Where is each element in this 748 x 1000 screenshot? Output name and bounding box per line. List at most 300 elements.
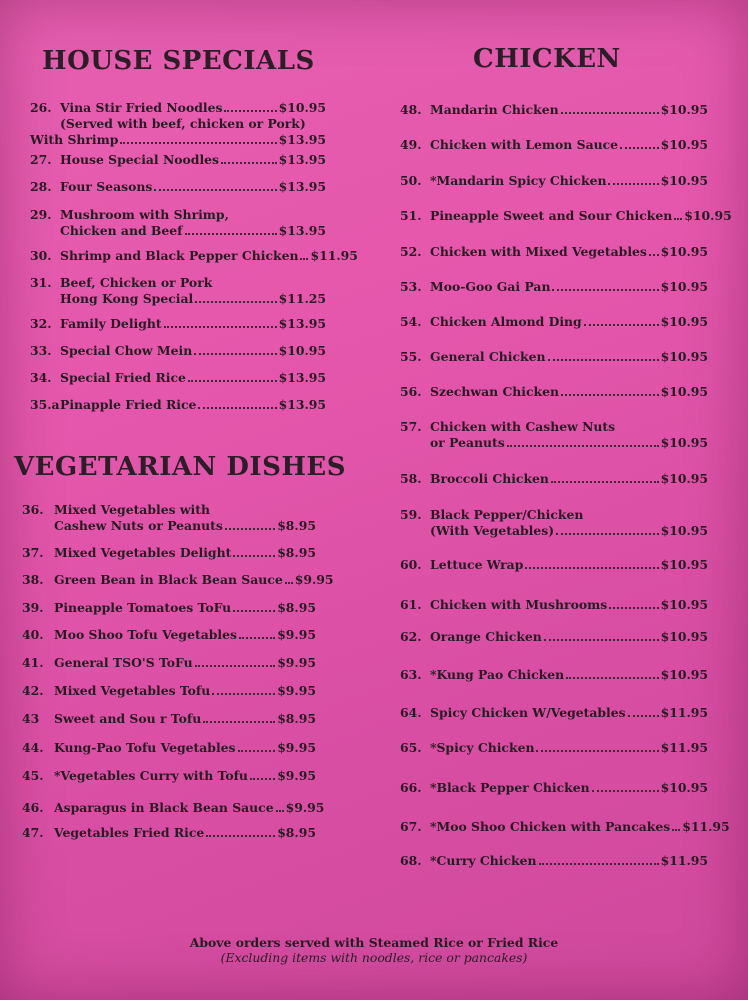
item-body	[430, 853, 708, 869]
dot-leader	[206, 835, 275, 837]
item-body	[54, 502, 316, 534]
item-line	[54, 711, 316, 727]
item-name: Four Seasons	[60, 179, 153, 194]
menu-item	[22, 711, 316, 727]
menu-item	[400, 740, 708, 756]
dot-leader	[539, 863, 659, 865]
item-body	[60, 179, 326, 195]
item-number: 62.	[400, 629, 422, 644]
item-number: 50.	[400, 173, 422, 188]
item-number: 41.	[22, 655, 44, 670]
item-name: Mixed Vegetables Tofu	[54, 683, 211, 698]
item-line	[54, 545, 316, 561]
menu-item	[400, 667, 708, 683]
item-body	[430, 819, 730, 835]
item-variant: With Shrimp	[30, 132, 119, 147]
item-body	[430, 629, 708, 645]
item-number: 59.	[400, 507, 422, 522]
item-price: $9.95	[294, 572, 334, 587]
dot-leader	[552, 289, 658, 291]
item-line	[430, 557, 708, 573]
item-price: $13.95	[278, 370, 326, 385]
item-number: 42.	[22, 683, 44, 698]
item-body	[430, 173, 708, 189]
item-name: Special Chow Mein	[60, 343, 193, 358]
item-price: $13.95	[278, 397, 326, 412]
item-line	[60, 275, 326, 291]
item-line	[430, 780, 708, 796]
item-price: $8.95	[277, 711, 316, 726]
dot-leader	[238, 750, 276, 752]
item-line	[430, 419, 708, 435]
menu-item	[22, 502, 316, 534]
item-body	[54, 800, 325, 816]
item-line	[60, 248, 358, 264]
dot-leader	[566, 677, 658, 679]
dot-leader	[672, 829, 680, 831]
item-line	[54, 740, 316, 756]
item-body	[60, 275, 326, 307]
item-body	[430, 667, 708, 683]
item-name: Chicken with Mushrooms	[430, 597, 608, 612]
menu-item	[22, 800, 325, 816]
dot-leader	[628, 715, 659, 717]
item-body	[54, 711, 316, 727]
item-name: Szechwan Chicken	[430, 384, 560, 399]
item-line	[430, 102, 708, 118]
item-name: Chicken with Mixed Vegetables	[430, 244, 647, 259]
item-price: $10.95	[660, 173, 708, 188]
house-specials-heading: HOUSE SPECIALS	[42, 46, 315, 76]
item-name: Cashew Nuts or Peanuts	[54, 518, 223, 533]
item-price: $10.95	[660, 435, 708, 450]
dot-leader	[609, 607, 658, 609]
item-number: 68.	[400, 853, 422, 868]
item-line	[54, 768, 316, 784]
item-name: Lettuce Wrap	[430, 557, 524, 572]
item-name: (With Vegetables)	[430, 523, 555, 538]
item-body	[54, 683, 316, 699]
dot-leader	[221, 162, 277, 164]
footer-note	[0, 935, 748, 965]
item-body	[54, 600, 316, 616]
item-line	[430, 705, 708, 721]
item-name: General Chicken	[430, 349, 546, 364]
item-line	[430, 244, 708, 260]
menu-item	[400, 208, 732, 224]
item-number: 52.	[400, 244, 422, 259]
item-number: 40.	[22, 627, 44, 642]
item-name: Sweet and Sou r Tofu	[54, 711, 202, 726]
dot-leader	[276, 810, 284, 812]
item-price: $9.95	[277, 683, 316, 698]
menu-item	[400, 507, 708, 539]
item-number: 61.	[400, 597, 422, 612]
item-name: Mushroom with Shrimp,	[60, 207, 229, 222]
item-line	[54, 655, 316, 671]
item-line	[430, 279, 708, 295]
dot-leader	[120, 142, 276, 144]
item-line	[430, 314, 708, 330]
item-number: 32.	[30, 316, 52, 331]
item-name: Chicken with Lemon Sauce	[430, 137, 619, 152]
footer-line-1: Above orders served with Steamed Rice or Fried Rice	[189, 935, 559, 950]
item-body	[60, 248, 358, 264]
item-number: 33.	[30, 343, 52, 358]
dot-leader	[674, 218, 682, 220]
dot-leader	[195, 301, 276, 303]
dot-leader	[195, 665, 276, 667]
item-number: 27.	[30, 152, 52, 167]
item-name: *Vegetables Curry with Tofu	[54, 768, 248, 783]
item-line	[430, 507, 708, 523]
item-body	[430, 208, 732, 224]
item-line	[54, 800, 325, 816]
item-body	[430, 705, 708, 721]
item-number: 29.	[30, 207, 52, 222]
item-body	[54, 825, 316, 841]
item-line	[430, 853, 708, 869]
item-name: Spicy Chicken W/Vegetables	[430, 705, 626, 720]
item-body	[54, 627, 316, 643]
item-body	[54, 572, 334, 588]
item-number: 44.	[22, 740, 44, 755]
item-name: Moo Shoo Tofu Vegetables	[54, 627, 237, 642]
item-number: 57.	[400, 419, 422, 434]
item-price: $8.95	[277, 600, 316, 615]
item-line	[30, 132, 326, 148]
item-price-variant: $13.95	[278, 132, 326, 147]
item-line	[54, 600, 316, 616]
dot-leader	[507, 445, 659, 447]
item-name: Pineapple Sweet and Sour Chicken	[430, 208, 673, 223]
dot-leader	[300, 258, 308, 260]
dot-leader	[536, 750, 658, 752]
dot-leader	[556, 533, 659, 535]
dot-leader	[551, 481, 659, 483]
item-number: 38.	[22, 572, 44, 587]
dot-leader	[233, 610, 275, 612]
menu-item	[30, 100, 326, 148]
dot-leader	[649, 254, 659, 256]
item-price: $11.95	[660, 705, 708, 720]
item-name: Pinapple Fried Rice	[60, 397, 197, 412]
item-line	[60, 397, 326, 413]
item-body	[430, 471, 708, 487]
item-name: Vina Stir Fried Noodles	[60, 100, 223, 115]
item-body	[60, 370, 326, 386]
item-name: Mixed Vegetables Delight	[54, 545, 232, 560]
item-name: Hong Kong Special	[60, 291, 194, 306]
item-price: $8.95	[277, 545, 316, 560]
item-line	[430, 435, 708, 451]
item-name: Family Delight	[60, 316, 162, 331]
item-name: Chicken Almond Ding	[430, 314, 582, 329]
item-body	[60, 152, 326, 168]
menu-item	[400, 471, 708, 487]
item-price: $10.95	[660, 597, 708, 612]
item-number: 43	[22, 711, 40, 726]
menu-item	[400, 705, 708, 721]
item-price: $11.95	[660, 853, 708, 868]
item-number: 55.	[400, 349, 422, 364]
menu-item	[30, 207, 326, 239]
dot-leader	[608, 183, 658, 185]
item-name: *Curry Chicken	[430, 853, 537, 868]
menu-item	[400, 349, 708, 365]
dot-leader	[561, 112, 659, 114]
item-body	[54, 768, 316, 784]
item-body	[430, 349, 708, 365]
menu-item	[22, 655, 316, 671]
dot-leader	[285, 582, 293, 584]
item-line	[60, 291, 326, 307]
menu-item	[400, 557, 708, 573]
dot-leader	[203, 721, 275, 723]
item-line	[60, 316, 326, 332]
item-name: Green Bean in Black Bean Sauce	[54, 572, 283, 587]
item-line	[54, 518, 316, 534]
item-price: $13.95	[278, 179, 326, 194]
item-price: $9.95	[277, 655, 316, 670]
vegetarian-heading: VEGETARIAN DISHES	[14, 452, 347, 482]
item-name: Vegetables Fried Rice	[54, 825, 205, 840]
item-line	[430, 137, 708, 153]
item-price: $10.95	[660, 102, 708, 117]
item-price: $10.95	[660, 137, 708, 152]
item-name: Broccoli Chicken	[430, 471, 549, 486]
item-body	[430, 780, 708, 796]
dot-leader	[544, 639, 659, 641]
menu-item	[30, 248, 358, 264]
item-number: 34.	[30, 370, 52, 385]
item-number: 66.	[400, 780, 422, 795]
item-price: $11.95	[660, 740, 708, 755]
item-body	[54, 655, 316, 671]
item-number: 39.	[22, 600, 44, 615]
item-number: 58.	[400, 471, 422, 486]
item-line	[54, 825, 316, 841]
item-price: $10.95	[278, 343, 326, 358]
item-line	[60, 223, 326, 239]
item-body	[60, 343, 326, 359]
item-body	[54, 545, 316, 561]
item-number: 51.	[400, 208, 422, 223]
item-name: Shrimp and Black Pepper Chicken	[60, 248, 299, 263]
item-number: 65.	[400, 740, 422, 755]
item-price: $10.95	[660, 279, 708, 294]
chicken-heading: CHICKEN	[473, 44, 621, 74]
item-line	[430, 384, 708, 400]
item-name: *Black Pepper Chicken	[430, 780, 590, 795]
menu-item	[30, 275, 326, 307]
item-price: $10.95	[660, 349, 708, 364]
item-line	[430, 471, 708, 487]
dot-leader	[185, 233, 277, 235]
item-line	[430, 349, 708, 365]
item-line	[430, 597, 708, 613]
item-price: $13.95	[278, 316, 326, 331]
item-line	[54, 683, 316, 699]
item-price: $11.95	[310, 248, 358, 263]
item-price: $11.95	[682, 819, 730, 834]
item-line	[430, 173, 708, 189]
item-body	[54, 740, 316, 756]
item-line	[430, 523, 708, 539]
item-number: 26.	[30, 100, 52, 115]
menu-item	[400, 314, 708, 330]
item-price: $10.95	[278, 100, 326, 115]
item-line	[60, 343, 326, 359]
item-body	[430, 740, 708, 756]
item-line	[60, 370, 326, 386]
item-price: $8.95	[277, 518, 316, 533]
item-number: 48.	[400, 102, 422, 117]
item-number: 67.	[400, 819, 422, 834]
item-name: *Mandarin Spicy Chicken	[430, 173, 607, 188]
item-line	[430, 667, 708, 683]
item-price: $10.95	[660, 384, 708, 399]
item-name: *Moo Shoo Chicken with Pancakes	[430, 819, 671, 834]
item-number: 49.	[400, 137, 422, 152]
item-name: Kung-Pao Tofu Vegetables	[54, 740, 236, 755]
item-name: House Special Noodles	[60, 152, 220, 167]
menu-item	[400, 173, 708, 189]
item-line	[430, 629, 708, 645]
item-number: 28.	[30, 179, 52, 194]
item-line	[430, 208, 732, 224]
dot-leader	[188, 380, 277, 382]
item-price: $10.95	[660, 523, 708, 538]
item-price: $10.95	[660, 471, 708, 486]
item-number: 45.	[22, 768, 44, 783]
item-number: 47.	[22, 825, 44, 840]
item-body	[430, 244, 708, 260]
item-number: 63.	[400, 667, 422, 682]
item-name: *Spicy Chicken	[430, 740, 535, 755]
item-name: General TSO'S ToFu	[54, 655, 193, 670]
item-name: Pineapple Tomatoes ToFu	[54, 600, 232, 615]
item-number: 64.	[400, 705, 422, 720]
item-price: $10.95	[660, 557, 708, 572]
item-price: $9.95	[277, 768, 316, 783]
item-price: $10.95	[684, 208, 732, 223]
item-number: 31.	[30, 275, 52, 290]
dot-leader	[154, 189, 276, 191]
menu-item	[30, 397, 326, 413]
dot-leader	[233, 555, 275, 557]
item-body	[60, 207, 326, 239]
dot-leader	[525, 567, 658, 569]
item-body	[430, 557, 708, 573]
menu-item	[400, 419, 708, 451]
item-line	[430, 819, 730, 835]
item-line	[60, 100, 326, 116]
dot-leader	[584, 324, 659, 326]
item-price: $13.95	[278, 152, 326, 167]
item-name: Special Fried Rice	[60, 370, 186, 385]
menu-item	[30, 343, 326, 359]
dot-leader	[225, 528, 275, 530]
item-name: Asparagus in Black Bean Sauce	[54, 800, 274, 815]
item-line	[54, 572, 334, 588]
menu-item	[22, 572, 334, 588]
menu-item	[400, 384, 708, 400]
menu-item	[22, 825, 316, 841]
item-name: Chicken and Beef	[60, 223, 183, 238]
item-body	[430, 384, 708, 400]
item-price: $10.95	[660, 314, 708, 329]
item-name: Moo-Goo Gai Pan	[430, 279, 551, 294]
menu-item	[30, 179, 326, 195]
item-number: 37.	[22, 545, 44, 560]
item-price: $10.95	[660, 667, 708, 682]
dot-leader	[212, 693, 275, 695]
item-name: or Peanuts	[430, 435, 505, 450]
item-number: 60.	[400, 557, 422, 572]
menu-item	[22, 600, 316, 616]
menu-item	[22, 740, 316, 756]
item-price: $9.95	[285, 800, 325, 815]
dot-leader	[620, 147, 659, 149]
item-body	[60, 397, 326, 413]
item-body	[430, 102, 708, 118]
item-number: 46.	[22, 800, 44, 815]
menu-item	[22, 768, 316, 784]
item-body	[430, 137, 708, 153]
dot-leader	[592, 790, 659, 792]
item-price: $9.95	[277, 740, 316, 755]
item-name: Chicken with Cashew Nuts	[430, 419, 616, 434]
item-body	[430, 314, 708, 330]
item-number: 36.	[22, 502, 44, 517]
item-name: Black Pepper/Chicken	[430, 507, 584, 522]
item-line	[54, 502, 316, 518]
item-number: 35.a	[30, 397, 60, 412]
dot-leader	[239, 637, 275, 639]
menu-item	[400, 137, 708, 153]
item-line	[54, 627, 316, 643]
item-body	[430, 279, 708, 295]
item-number: 54.	[400, 314, 422, 329]
item-price: $10.95	[660, 629, 708, 644]
item-line	[60, 152, 326, 168]
item-name: (Served with beef, chicken or Pork)	[60, 116, 306, 131]
item-number: 53.	[400, 279, 422, 294]
item-price: $8.95	[277, 825, 316, 840]
dot-leader	[224, 110, 276, 112]
item-name: *Kung Pao Chicken	[430, 667, 565, 682]
item-price: $11.25	[278, 291, 326, 306]
dot-leader	[548, 359, 659, 361]
dot-leader	[250, 778, 275, 780]
item-line	[60, 207, 326, 223]
menu-item	[30, 370, 326, 386]
menu-item	[400, 853, 708, 869]
menu-item	[22, 683, 316, 699]
menu-item	[400, 819, 730, 835]
item-body	[430, 597, 708, 613]
menu-item	[400, 244, 708, 260]
item-line	[60, 116, 326, 132]
item-line	[430, 740, 708, 756]
item-name: Mixed Vegetables with	[54, 502, 210, 517]
menu-item	[22, 627, 316, 643]
menu-item	[400, 102, 708, 118]
item-name: Mandarin Chicken	[430, 102, 559, 117]
dot-leader	[194, 353, 276, 355]
item-body	[430, 419, 708, 451]
